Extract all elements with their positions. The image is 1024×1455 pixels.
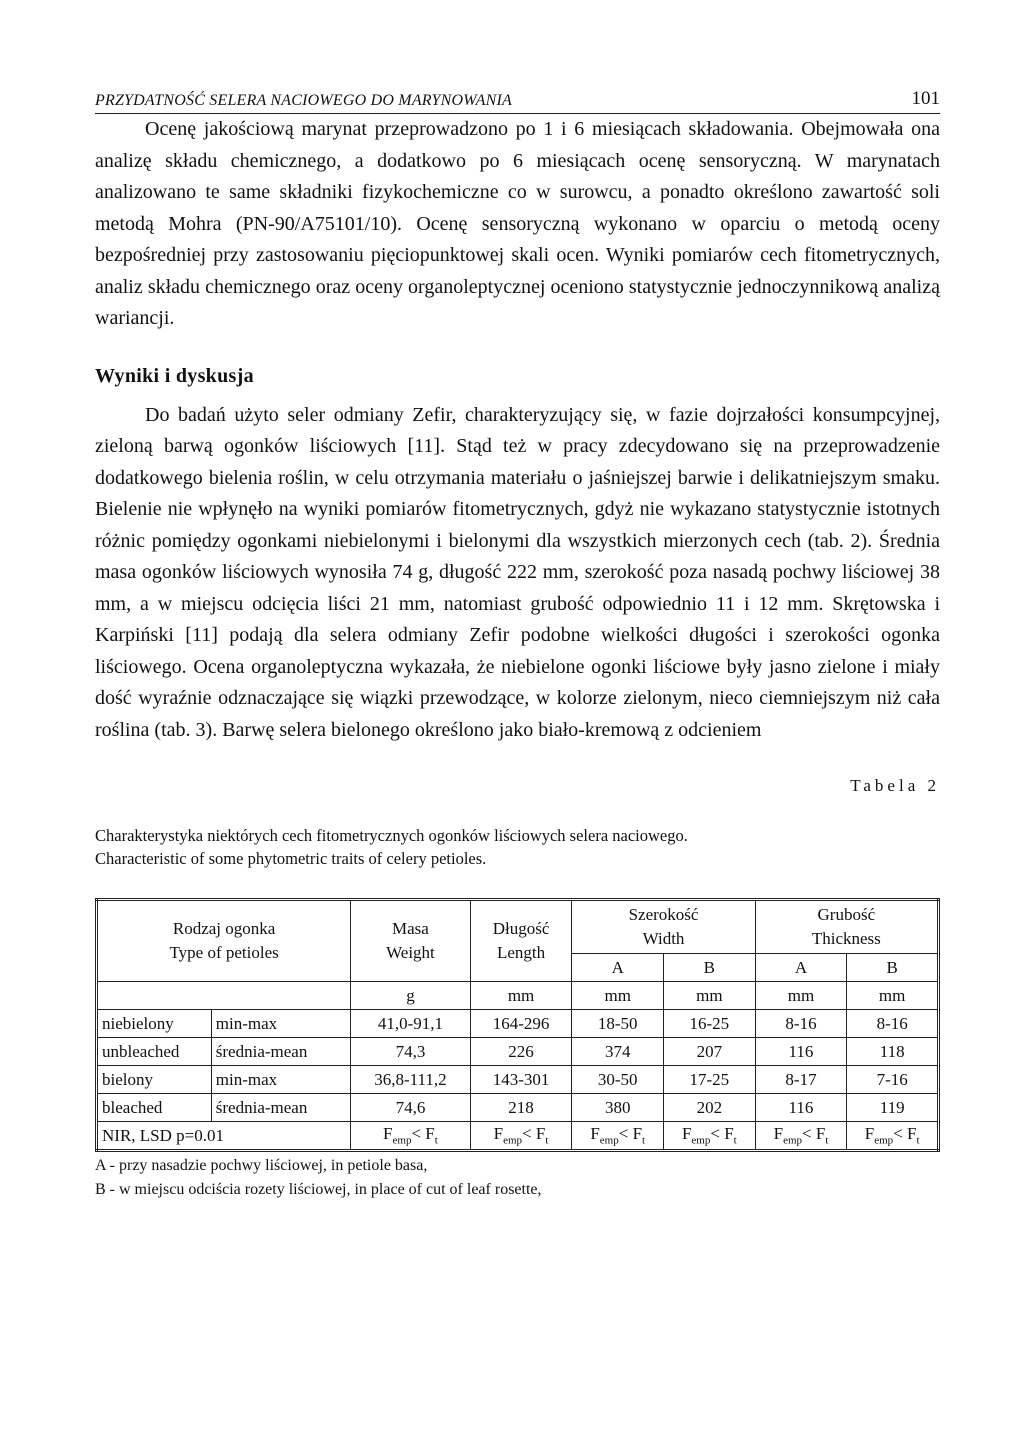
table-cell: 8-16 (847, 1010, 939, 1038)
lsd-label: NIR, LSD p=0.01 (97, 1122, 351, 1151)
stat-label: min-max (211, 1066, 350, 1094)
lsd-cell: $F_{emp}< F_t$ (847, 1122, 939, 1151)
table-row (97, 1094, 939, 1122)
table-cell: 8-17 (755, 1066, 847, 1094)
table-cell: 7-16 (847, 1066, 939, 1094)
table-cell: 374 (572, 1038, 664, 1066)
paragraph-results: Do badań użyto seler odmiany Zefir, charakteryzujący się, w fazie dojrzałości konsumpcyjnej, zieloną barwą ogonków liściowych [11]. Stąd też w pracy zdecydowano się na przeprowadzenie dodatkowego bielenia roślin, w celu otrzymania materiału o jaśniejszej barwie i delikatniejszym smaku. Bielenie nie wpłynęło na wyniki pomiarów fitometrycznych, gdyż nie wykazano statystycznie istotnych różnic pomiędzy ogonkami niebielonymi i bielonymi dla wszystkich mierzonych cech (tab. 2). Średnia masa ogonków liściowych wynosiła 74 g, długość 222 mm, szerokość poza nasadą pochwy liściowej 38 mm, a w miejscu odcięcia liści 21 mm, natomiast grubość odpowiednio 11 i 12 mm. Skrętowska i Karpiński [11] podają dla selera odmiany Zefir podobne wielkości długości i szerokości ogonka liściowego. Ocena organoleptyczna wykazała, że niebielone ogonki liściowe były jasno zielone i miały dość wyraźnie odznaczające się wiązki przewodzące, w kolorze zielonym, nieco ciemniejszym niż cała roślina (tab. 3). Barwę selera bielonego określono jako biało-kremową z odcieniem (95, 403, 940, 741)
unit-cell: mm (470, 982, 572, 1010)
table-cell: 202 (664, 1094, 756, 1122)
paragraph-methods: Ocenę jakościową marynat przeprowadzono po 1 i 6 miesiącach składowania. Obejmowała ona analizę składu chemicznego, a dodatkowo po 6 miesiącach ocenę sensoryczną. W marynatach analizowano te same składniki fizykochemiczne co w surowcu, a ponadto określono zawartość soli metodą Mohra (PN-90/A75101/10). Ocenę sensoryczną wykonano w oparciu o metodą oceny bezpośredniej przy zastosowaniu pięciopunktowej skali ocen. Wyniki pomiarów cech fitometrycznych, analiz składu chemicznego oraz oceny organoleptycznej oceniono statystycznie jednoczynnikową analizą wariancji. (95, 118, 940, 329)
table-cell: 30-50 (572, 1066, 664, 1094)
page-number: 101 (911, 88, 940, 109)
header-mass: Masa Weight (351, 900, 471, 982)
table-cell: 207 (664, 1038, 756, 1066)
group-label: bielony (97, 1066, 212, 1094)
header-width: Szerokość Width (572, 900, 755, 954)
table-cell: 116 (755, 1094, 847, 1122)
unit-cell: mm (572, 982, 664, 1010)
header-type: Rodzaj ogonka Type of petioles (97, 900, 351, 982)
table-cell: 380 (572, 1094, 664, 1122)
page (95, 88, 940, 1202)
unit-cell: g (351, 982, 471, 1010)
table-lsd-row (97, 1122, 939, 1151)
header-thickness: Grubość Thickness (755, 900, 938, 954)
header-width-b: B (664, 954, 756, 982)
running-title: PRZYDATNOŚĆ SELERA NACIOWEGO DO MARYNOWANIA (95, 92, 512, 109)
unit-cell: mm (755, 982, 847, 1010)
table-cell: 74,3 (351, 1038, 471, 1066)
table-row (97, 1038, 939, 1066)
group-label: niebielony (97, 1010, 212, 1038)
table-cell: 116 (755, 1038, 847, 1066)
table-cell: 18-50 (572, 1010, 664, 1038)
group-label: bleached (97, 1094, 212, 1122)
table-cell: 164-296 (470, 1010, 572, 1038)
table-cell: 36,8-111,2 (351, 1066, 471, 1094)
header-width-a: A (572, 954, 664, 982)
table-cell: 8-16 (755, 1010, 847, 1038)
table-notes (95, 1154, 940, 1202)
stat-label: min-max (211, 1010, 350, 1038)
table-label: Tabela 2 (850, 776, 940, 795)
table-cell: 41,0-91,1 (351, 1010, 471, 1038)
table-cell: 119 (847, 1094, 939, 1122)
table-units-row (97, 982, 939, 1010)
note-a: A - przy nasadzie pochwy liściowej, in petiole basa, (95, 1157, 428, 1174)
stat-label: średnia-mean (211, 1094, 350, 1122)
table-row (97, 1010, 939, 1038)
header-thickness-a: A (755, 954, 847, 982)
table-cell: 74,6 (351, 1094, 471, 1122)
table-cell: 218 (470, 1094, 572, 1122)
caption-english: Characteristic of some phytometric traits of celery petioles. (95, 849, 487, 868)
table-cell: 17-25 (664, 1066, 756, 1094)
section-heading-results: Wyniki i dyskusja (95, 364, 254, 387)
stat-label: średnia-mean (211, 1038, 350, 1066)
lsd-cell: $F_{emp}< F_t$ (470, 1122, 572, 1151)
caption-polish: Charakterystyka niektórych cech fitometrycznych ogonków liściowych selera naciowego. (95, 826, 688, 845)
table-header-row-1 (97, 900, 939, 954)
table-cell: 226 (470, 1038, 572, 1066)
unit-cell: mm (664, 982, 756, 1010)
units-empty-cell (97, 982, 351, 1010)
table-cell: 118 (847, 1038, 939, 1066)
header-thickness-b: B (847, 954, 939, 982)
table-caption (95, 824, 940, 870)
header-length: Długość Length (470, 900, 572, 982)
lsd-cell: $F_{emp}< F_t$ (572, 1122, 664, 1151)
note-b: B - w miejscu odciścia rozety liściowej, in place of cut of leaf rosette, (95, 1181, 542, 1198)
lsd-cell: $F_{emp}< F_t$ (351, 1122, 471, 1151)
lsd-cell: $F_{emp}< F_t$ (755, 1122, 847, 1151)
unit-cell: mm (847, 982, 939, 1010)
data-table (95, 898, 940, 1152)
table-cell: 143-301 (470, 1066, 572, 1094)
running-header (95, 88, 940, 114)
table-cell: 16-25 (664, 1010, 756, 1038)
lsd-cell: $F_{emp}< F_t$ (664, 1122, 756, 1151)
group-label: unbleached (97, 1038, 212, 1066)
table-row (97, 1066, 939, 1094)
